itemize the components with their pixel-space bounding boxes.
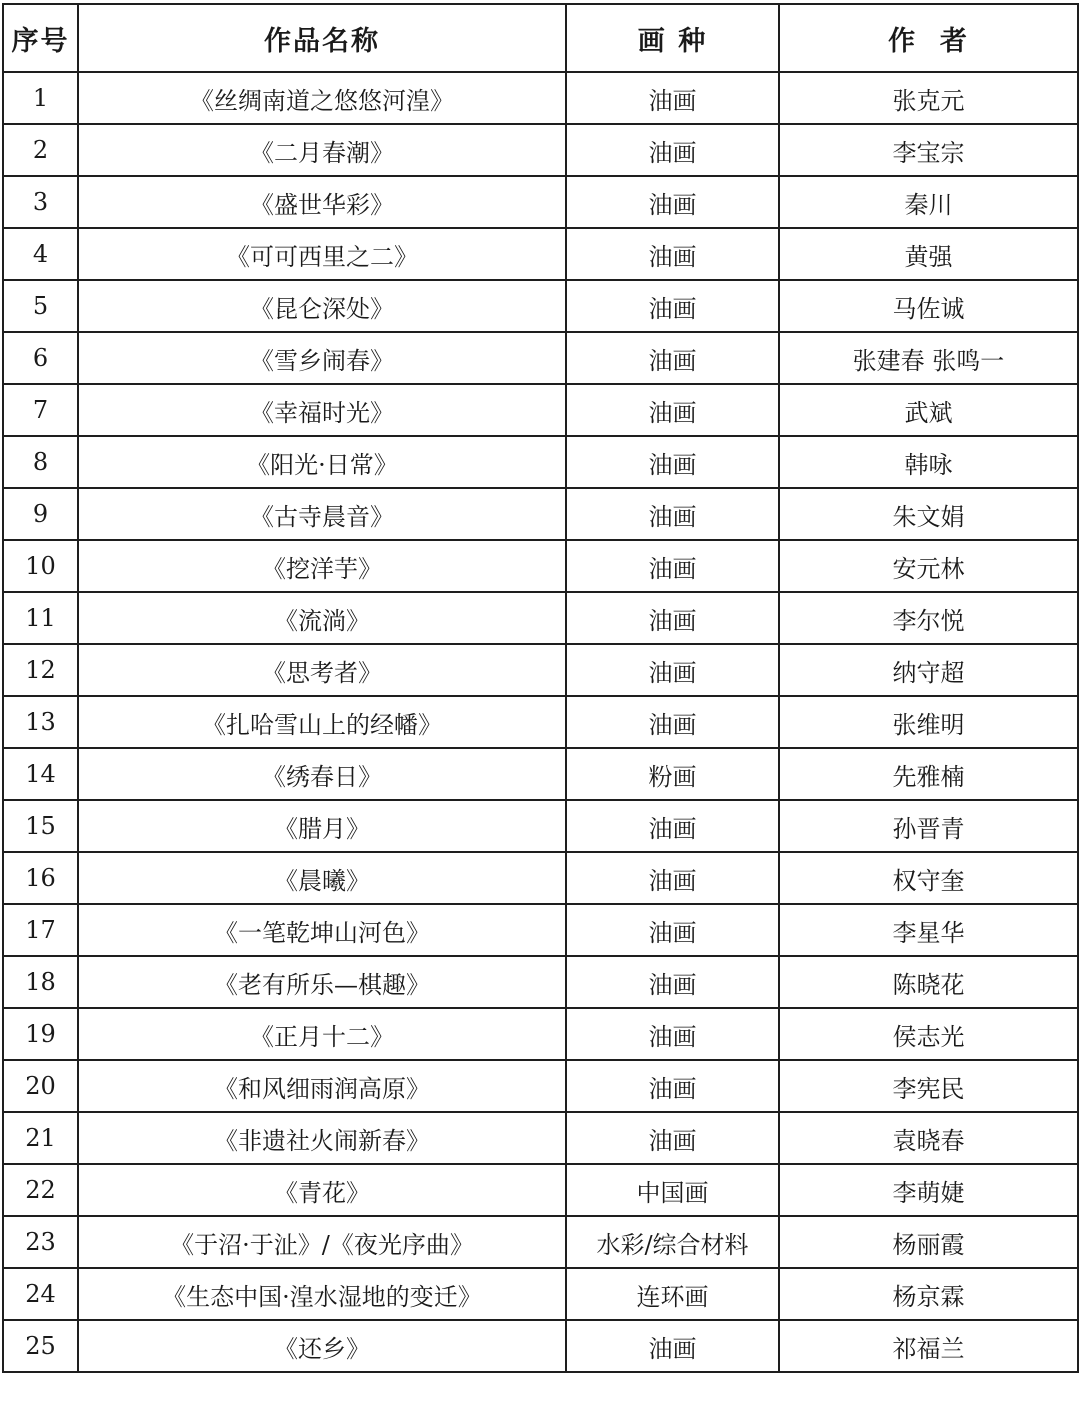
cell-title: 《一笔乾坤山河色》	[78, 904, 566, 956]
cell-author: 孙晋青	[779, 800, 1078, 852]
cell-title: 《非遗社火闹新春》	[78, 1112, 566, 1164]
cell-author: 李宝宗	[779, 124, 1078, 176]
cell-no: 20	[3, 1060, 78, 1112]
table-row	[3, 1216, 1078, 1268]
cell-author: 马佐诚	[779, 280, 1078, 332]
cell-title: 《流淌》	[78, 592, 566, 644]
cell-no: 19	[3, 1008, 78, 1060]
cell-no: 10	[3, 540, 78, 592]
cell-type: 油画	[566, 176, 779, 228]
cell-author: 秦川	[779, 176, 1078, 228]
cell-title: 《古寺晨音》	[78, 488, 566, 540]
cell-type: 油画	[566, 228, 779, 280]
cell-author: 武斌	[779, 384, 1078, 436]
cell-author: 杨丽霞	[779, 1216, 1078, 1268]
table-row	[3, 540, 1078, 592]
cell-author: 先雅楠	[779, 748, 1078, 800]
cell-title: 《还乡》	[78, 1320, 566, 1372]
table-row	[3, 904, 1078, 956]
cell-no: 13	[3, 696, 78, 748]
cell-no: 11	[3, 592, 78, 644]
cell-author: 陈晓花	[779, 956, 1078, 1008]
cell-no: 14	[3, 748, 78, 800]
cell-type: 油画	[566, 384, 779, 436]
cell-author: 张维明	[779, 696, 1078, 748]
cell-no: 17	[3, 904, 78, 956]
table-row	[3, 488, 1078, 540]
cell-type: 油画	[566, 800, 779, 852]
cell-type: 油画	[566, 1060, 779, 1112]
table-row	[3, 280, 1078, 332]
cell-no: 25	[3, 1320, 78, 1372]
cell-author: 侯志光	[779, 1008, 1078, 1060]
cell-type: 油画	[566, 540, 779, 592]
cell-type: 油画	[566, 280, 779, 332]
cell-author: 李星华	[779, 904, 1078, 956]
table-row	[3, 1164, 1078, 1216]
table-row	[3, 436, 1078, 488]
table-row	[3, 852, 1078, 904]
cell-type: 油画	[566, 644, 779, 696]
cell-no: 6	[3, 332, 78, 384]
cell-title: 《绣春日》	[78, 748, 566, 800]
table-row	[3, 1060, 1078, 1112]
cell-type: 油画	[566, 1112, 779, 1164]
cell-no: 1	[3, 72, 78, 124]
table-row	[3, 696, 1078, 748]
table-body	[3, 72, 1078, 1372]
cell-title: 《腊月》	[78, 800, 566, 852]
cell-author: 权守奎	[779, 852, 1078, 904]
cell-no: 5	[3, 280, 78, 332]
cell-type: 油画	[566, 696, 779, 748]
cell-no: 8	[3, 436, 78, 488]
table-row	[3, 176, 1078, 228]
cell-author: 袁晓春	[779, 1112, 1078, 1164]
table-row	[3, 956, 1078, 1008]
cell-title: 《扎哈雪山上的经幡》	[78, 696, 566, 748]
works-table	[2, 3, 1079, 1373]
cell-title: 《思考者》	[78, 644, 566, 696]
cell-type: 油画	[566, 488, 779, 540]
cell-type: 油画	[566, 592, 779, 644]
header-row	[3, 4, 1078, 72]
table-row	[3, 72, 1078, 124]
cell-no: 2	[3, 124, 78, 176]
cell-title: 《盛世华彩》	[78, 176, 566, 228]
cell-type: 油画	[566, 1008, 779, 1060]
cell-no: 21	[3, 1112, 78, 1164]
cell-no: 12	[3, 644, 78, 696]
table-row	[3, 800, 1078, 852]
table-row	[3, 644, 1078, 696]
cell-author: 张建春 张鸣一	[779, 332, 1078, 384]
table-row	[3, 332, 1078, 384]
cell-author: 朱文娟	[779, 488, 1078, 540]
table-row	[3, 124, 1078, 176]
cell-author: 祁福兰	[779, 1320, 1078, 1372]
cell-no: 24	[3, 1268, 78, 1320]
cell-type: 油画	[566, 904, 779, 956]
cell-title: 《于沼·于沚》/《夜光序曲》	[78, 1216, 566, 1268]
cell-type: 中国画	[566, 1164, 779, 1216]
cell-no: 4	[3, 228, 78, 280]
cell-title: 《生态中国·湟水湿地的变迁》	[78, 1268, 566, 1320]
cell-author: 杨京霖	[779, 1268, 1078, 1320]
cell-title: 《丝绸南道之悠悠河湟》	[78, 72, 566, 124]
cell-author: 李尔悦	[779, 592, 1078, 644]
cell-title: 《老有所乐—棋趣》	[78, 956, 566, 1008]
table-row	[3, 1268, 1078, 1320]
cell-no: 22	[3, 1164, 78, 1216]
table-header	[3, 4, 1078, 72]
cell-no: 9	[3, 488, 78, 540]
table-row	[3, 384, 1078, 436]
cell-title: 《和风细雨润高原》	[78, 1060, 566, 1112]
table-row	[3, 228, 1078, 280]
cell-type: 油画	[566, 72, 779, 124]
cell-type: 油画	[566, 332, 779, 384]
header-type: 画 种	[566, 4, 779, 72]
table-row	[3, 748, 1078, 800]
cell-title: 《青花》	[78, 1164, 566, 1216]
table-row	[3, 1008, 1078, 1060]
cell-author: 纳守超	[779, 644, 1078, 696]
cell-no: 23	[3, 1216, 78, 1268]
header-author: 作 者	[779, 4, 1078, 72]
cell-title: 《晨曦》	[78, 852, 566, 904]
cell-no: 3	[3, 176, 78, 228]
cell-title: 《昆仑深处》	[78, 280, 566, 332]
cell-title: 《可可西里之二》	[78, 228, 566, 280]
cell-title: 《雪乡闹春》	[78, 332, 566, 384]
cell-no: 16	[3, 852, 78, 904]
cell-type: 粉画	[566, 748, 779, 800]
cell-title: 《二月春潮》	[78, 124, 566, 176]
header-title: 作品名称	[78, 4, 566, 72]
cell-author: 黄强	[779, 228, 1078, 280]
cell-no: 7	[3, 384, 78, 436]
table-row	[3, 592, 1078, 644]
cell-title: 《幸福时光》	[78, 384, 566, 436]
cell-no: 15	[3, 800, 78, 852]
cell-type: 油画	[566, 1320, 779, 1372]
cell-type: 油画	[566, 436, 779, 488]
cell-type: 油画	[566, 956, 779, 1008]
cell-title: 《挖洋芋》	[78, 540, 566, 592]
header-no: 序号	[3, 4, 78, 72]
cell-type: 水彩/综合材料	[566, 1216, 779, 1268]
cell-author: 李萌婕	[779, 1164, 1078, 1216]
cell-author: 韩咏	[779, 436, 1078, 488]
cell-no: 18	[3, 956, 78, 1008]
cell-type: 连环画	[566, 1268, 779, 1320]
cell-author: 李宪民	[779, 1060, 1078, 1112]
cell-type: 油画	[566, 124, 779, 176]
table-row	[3, 1320, 1078, 1372]
cell-type: 油画	[566, 852, 779, 904]
cell-author: 张克元	[779, 72, 1078, 124]
cell-title: 《正月十二》	[78, 1008, 566, 1060]
cell-author: 安元林	[779, 540, 1078, 592]
table-row	[3, 1112, 1078, 1164]
cell-title: 《阳光·日常》	[78, 436, 566, 488]
